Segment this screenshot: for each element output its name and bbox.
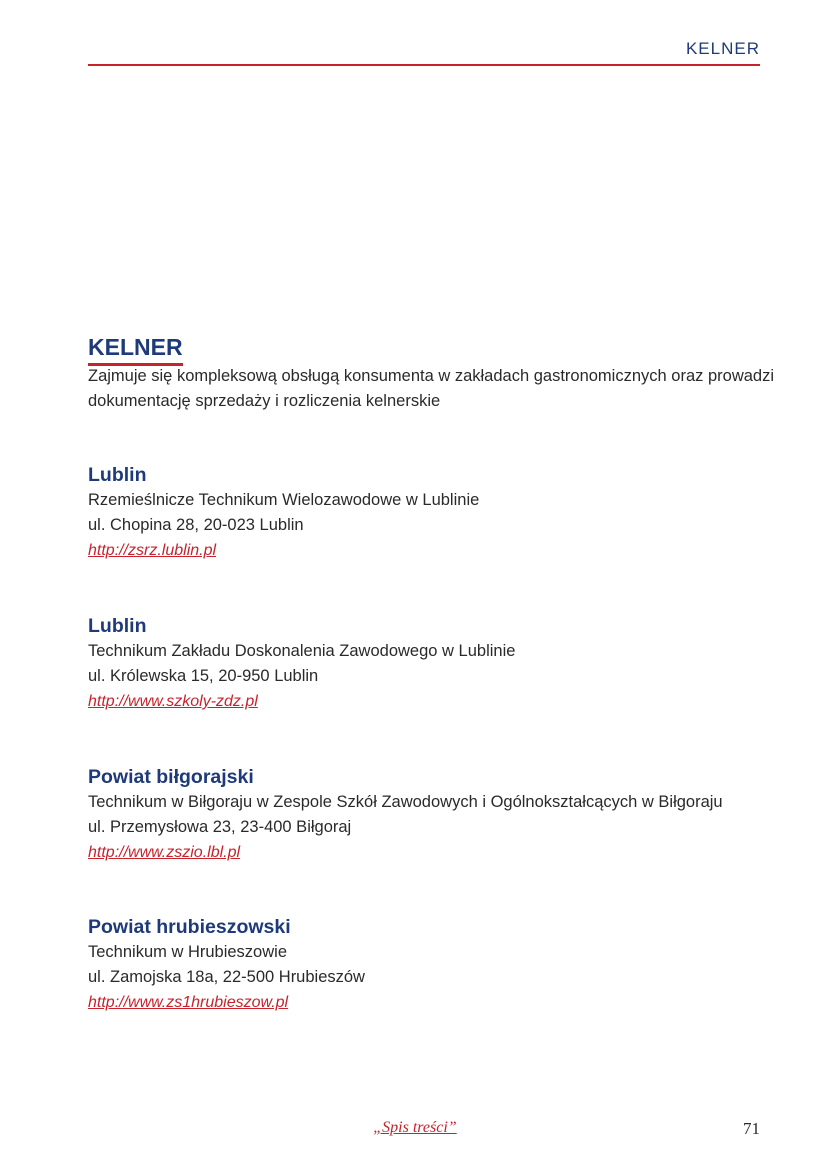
school-address: ul. Zamojska 18a, 22-500 Hrubieszów <box>88 968 365 986</box>
running-header: KELNER <box>685 39 760 58</box>
school-address: ul. Przemysłowa 23, 23-400 Biłgoraj <box>88 818 352 836</box>
table-of-contents-link[interactable]: „Spis treści” <box>373 1119 457 1136</box>
school-address: ul. Królewska 15, 20-950 Lublin <box>88 667 319 685</box>
school-website-link[interactable]: http://zsrz.lublin.pl <box>88 542 217 559</box>
school-name: Technikum w Biłgoraju w Zespole Szkół Zawodowych i Ogólnokształcących w Biłgoraju <box>88 793 723 811</box>
school-website-link[interactable]: http://www.szkoly-zdz.pl <box>88 693 258 710</box>
header-divider <box>88 64 760 66</box>
page-number: 71 <box>743 1119 760 1138</box>
school-website-link[interactable]: http://www.zs1hrubieszow.pl <box>88 994 289 1011</box>
school-entry <box>88 462 778 563</box>
school-entry <box>88 914 778 1015</box>
school-website-link[interactable]: http://www.zszio.lbl.pl <box>88 844 241 861</box>
school-name: Technikum w Hrubieszowie <box>88 943 287 961</box>
school-name: Technikum Zakładu Doskonalenia Zawodowego w Lublinie <box>88 642 516 660</box>
school-name: Rzemieślnicze Technikum Wielozawodowe w Lublinie <box>88 491 480 509</box>
school-entry <box>88 613 778 714</box>
school-entry <box>88 764 778 865</box>
region-heading: Powiat hrubieszowski <box>88 916 291 938</box>
region-heading: Powiat biłgorajski <box>88 766 254 788</box>
footer-toc-container <box>0 1119 830 1137</box>
region-heading: Lublin <box>88 464 147 486</box>
job-title: KELNER <box>88 334 183 366</box>
job-description: Zajmuje się kompleksową obsługą konsumenta w zakładach gastronomicznych oraz prowadzi dokumentację sprzedaży i rozliczenia kelnerskie <box>88 367 774 410</box>
region-heading: Lublin <box>88 615 147 637</box>
school-address: ul. Chopina 28, 20-023 Lublin <box>88 516 304 534</box>
